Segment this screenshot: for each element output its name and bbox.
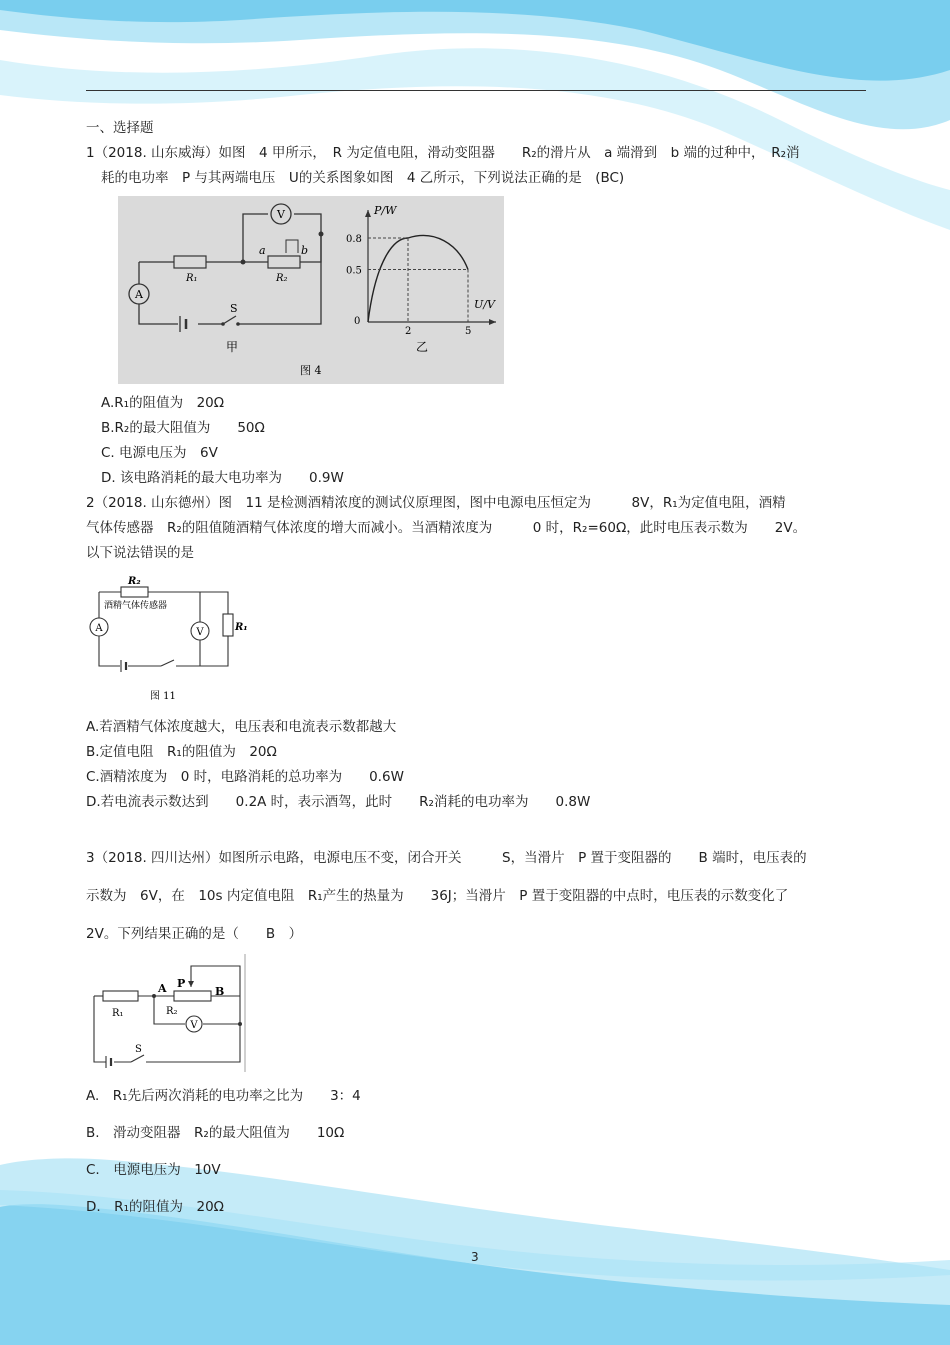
q2-r2-label: R₂ xyxy=(128,576,141,587)
section-title: 一、选择题 xyxy=(86,120,154,136)
q3-r1-label: R₁ xyxy=(112,1008,124,1019)
q1-graph xyxy=(346,204,496,354)
q3-option-d: D. R₁的阻值为 20Ω xyxy=(86,1199,224,1215)
q2-option-b: B.定值电阻 R₁的阻值为 20Ω xyxy=(86,744,277,760)
q3-option-c: C. 电源电压为 10V xyxy=(86,1162,221,1178)
q2-caption: 图 11 xyxy=(150,691,176,702)
q1-graph-tick-5: 5 xyxy=(465,326,472,337)
q2-option-c: C.酒精浓度为 0 时，电路消耗的总功率为 0.6W xyxy=(86,769,404,785)
page-number: 3 xyxy=(471,1250,479,1264)
q2-voltmeter-label: V xyxy=(196,627,204,638)
q1-b-label: b xyxy=(301,244,309,257)
q3-figure xyxy=(86,954,251,1072)
q1-graph-tick-0: 0 xyxy=(354,316,361,327)
q3-stem-line1: 3（2018. 四川达州）如图所示电路，电源电压不变，闭合开关 S，当滑片 P 置于变阻器的 B 端时，电压表的 xyxy=(86,850,807,866)
q3-voltmeter-label: V xyxy=(190,1020,198,1031)
q1-option-a: A.R₁的阻值为 20Ω xyxy=(101,395,225,411)
q1-stem-line2: 耗的电功率 P 与其两端电压 U的关系图象如图 4 乙所示，下列说法正确的是 (BC) xyxy=(101,170,625,186)
q1-graph-xlabel: U/V xyxy=(474,298,495,311)
q1-stem-line1: 1（2018. 山东威海）如图 4 甲所示， R 为定值电阻，滑动变阻器 R₂的滑片从 a 端滑到 b 端的过种中， R₂消 xyxy=(86,145,800,161)
q1-caption: 图 4 xyxy=(300,364,322,377)
q1-voltmeter-label: V xyxy=(277,208,285,221)
q2-stem-line3: 以下说法错误的是 xyxy=(86,545,194,561)
q1-graph-curve xyxy=(368,236,468,322)
q2-option-d: D.若电流表示数达到 0.2A 时，表示酒驾，此时 R₂消耗的电功率为 0.8W xyxy=(86,794,591,810)
q1-graph-tick-0.5: 0.5 xyxy=(346,265,362,277)
q1-switch-label: S xyxy=(230,302,238,315)
q1-yi-label: 乙 xyxy=(416,340,429,354)
q2-option-a: A.若酒精气体浓度越大，电压表和电流表示数都越大 xyxy=(86,719,397,735)
q3-r2-label: R₂ xyxy=(166,1006,178,1017)
q1-figure-photo xyxy=(118,196,504,384)
q1-option-c: C. 电源电压为 6V xyxy=(101,445,218,461)
q1-graph-ylabel: P/W xyxy=(374,204,397,217)
q2-stem-line2: 气体传感器 R₂的阻值随酒精气体浓度的增大而减小。当酒精浓度为 0 时，R₂=60Ω，此时电压表示数为 2V。 xyxy=(86,520,807,536)
q3-b-label: B xyxy=(215,985,225,998)
q2-stem-line1: 2（2018. 山东德州）图 11 是检测酒精浓度的测试仪原理图，图中电源电压恒定为 8V，R₁为定值电阻，酒精 xyxy=(86,495,786,511)
q1-r1-label: R₁ xyxy=(186,273,198,284)
q2-sensor-label: 酒精气体传感器 xyxy=(104,601,168,611)
q1-r2-label: R₂ xyxy=(276,273,288,284)
q1-jia-label: 甲 xyxy=(226,340,239,354)
q3-stem-line2: 示数为 6V，在 10s 内定值电阻 R₁产生的热量为 36J；当滑片 P 置于变阻器的中点时，电压表的示数变化了 xyxy=(86,888,789,904)
q2-ammeter-label: A xyxy=(95,623,103,634)
q2-figure xyxy=(86,574,256,710)
q2-r1-label: R₁ xyxy=(235,622,248,633)
q3-switch-label: S xyxy=(135,1044,142,1055)
q3-option-b: B. 滑动变阻器 R₂的最大阻值为 10Ω xyxy=(86,1125,345,1141)
q3-option-a: A. R₁先后两次消耗的电功率之比为 3：4 xyxy=(86,1088,361,1104)
q1-graph-tick-0.8: 0.8 xyxy=(346,234,362,245)
q1-ammeter-label: A xyxy=(135,288,143,301)
header-rule xyxy=(86,90,866,91)
q3-p-label: P xyxy=(177,977,186,990)
q1-option-d: D. 该电路消耗的最大电功率为 0.9W xyxy=(101,470,344,486)
q1-figure xyxy=(118,196,504,384)
q3-stem-line3: 2V。下列结果正确的是（ B ） xyxy=(86,926,303,942)
q3-a-label: A xyxy=(158,982,167,995)
q1-option-b: B.R₂的最大阻值为 50Ω xyxy=(101,420,265,436)
q1-a-label: a xyxy=(259,244,266,257)
q1-graph-tick-2: 2 xyxy=(405,326,412,337)
